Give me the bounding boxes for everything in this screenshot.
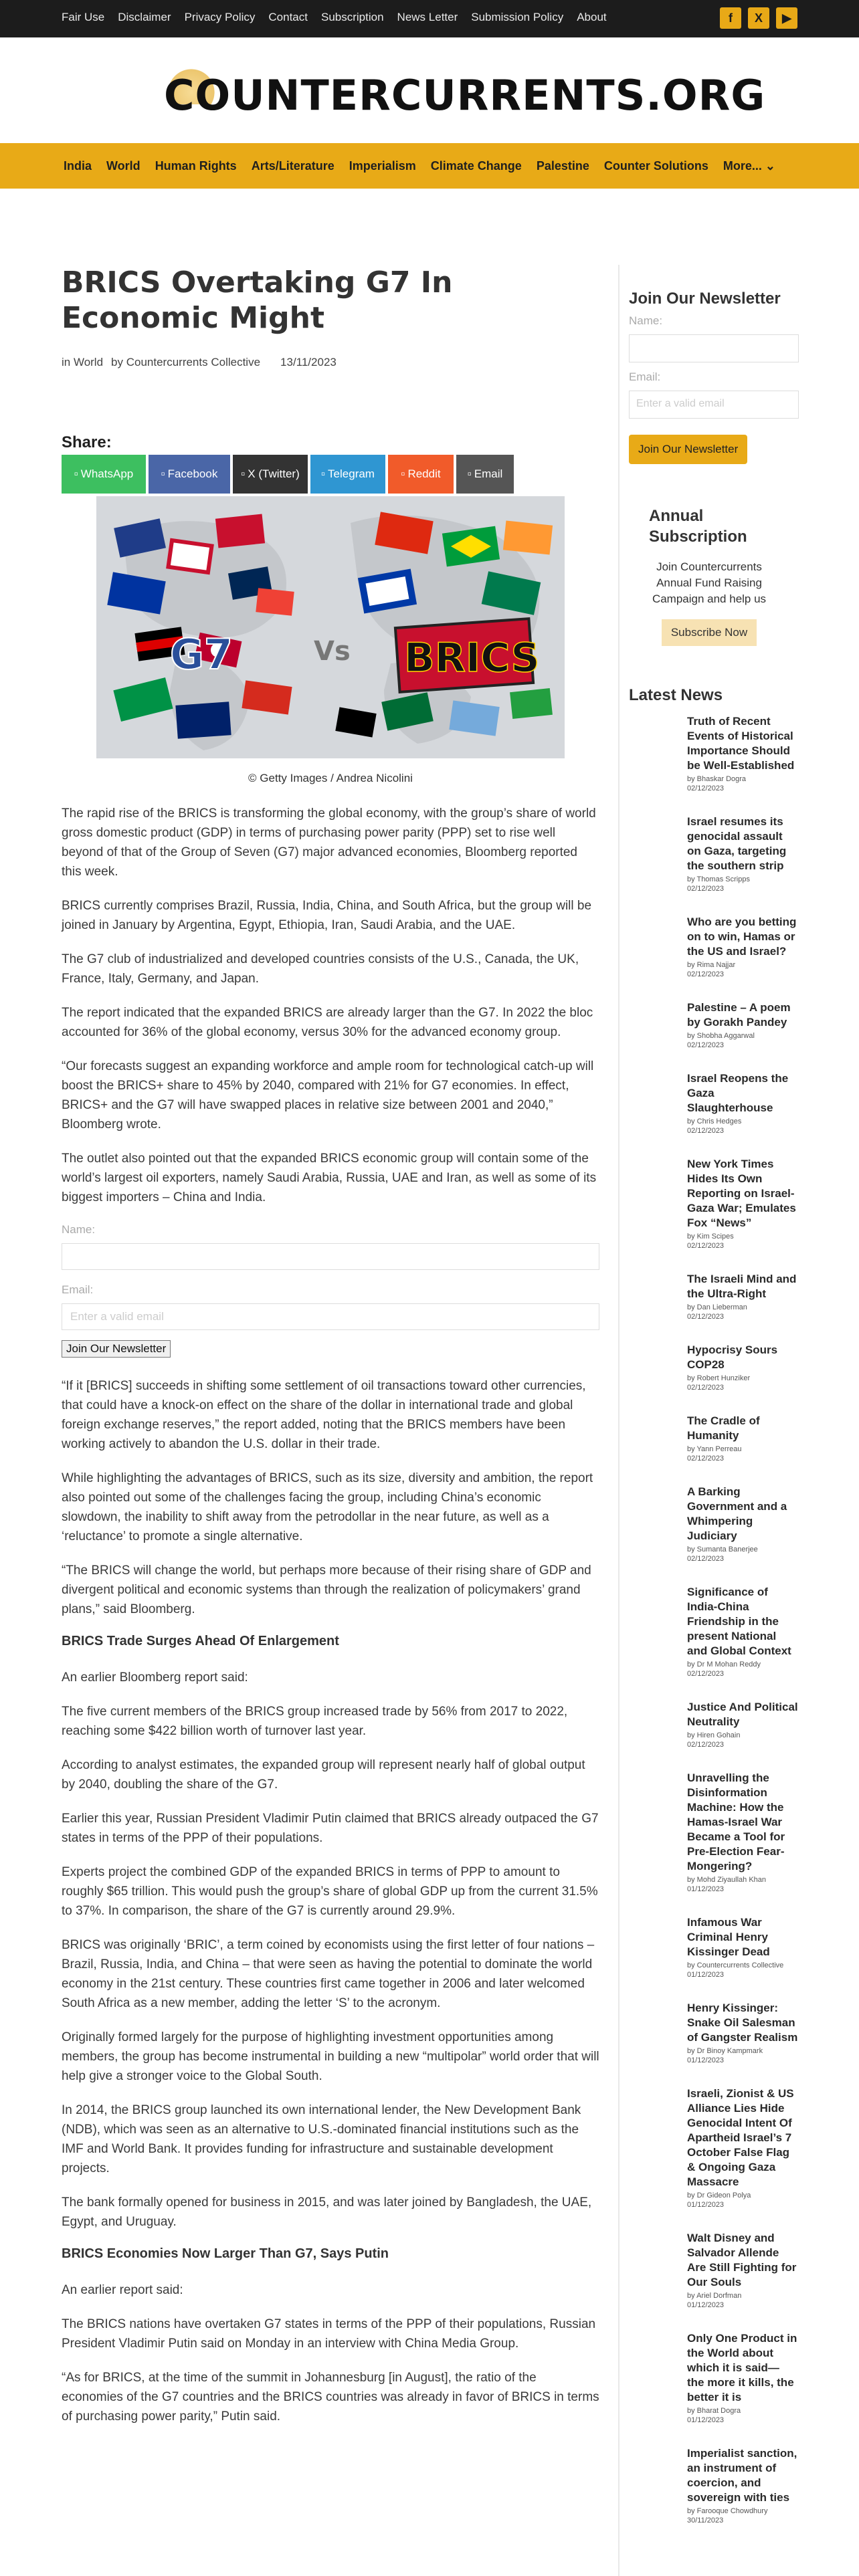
news-title[interactable]: Palestine – A poem by Gorakh Pandey [687,1001,791,1029]
article-paragraph: An earlier Bloomberg report said: [62,1671,248,1685]
article-title: BRICS Overtaking G7 In Economic Might [62,265,453,335]
sidebar-name-field[interactable] [629,334,799,362]
latest-news-item[interactable] [687,1343,799,1392]
news-date: 02/12/2023 [687,1242,725,1250]
share-x-twitter-button[interactable] [233,455,308,494]
latest-news-item[interactable] [687,2231,799,2310]
inline-email-label: Email: [62,1283,94,1296]
nav-item-4[interactable]: Imperialism [349,159,416,173]
top-link-subscription[interactable]: Subscription [320,11,384,23]
news-date: 02/12/2023 [687,1313,725,1321]
article-paragraph: An earlier report said: [62,2283,183,2297]
article [62,265,599,2426]
news-title[interactable]: Justice And Political Neutrality [687,1701,798,1728]
news-author: by Hiren Gohain [687,1731,741,1739]
news-author: by Robert Hunziker [687,1374,751,1382]
subscribe-now-button[interactable]: Subscribe Now [662,619,757,646]
news-author: by Kim Scipes [687,1232,734,1241]
top-links [62,11,607,24]
share-email-button[interactable] [456,455,514,494]
sidebar-join-newsletter-button[interactable]: Join Our Newsletter [629,435,747,464]
top-link-news-letter[interactable]: News Letter [397,11,458,23]
news-author: by Bharat Dogra [687,2407,741,2415]
latest-news-item[interactable] [687,815,799,893]
article-paragraph: Earlier this year, Russian President Vladimir Putin claimed that BRICS already outpaced the G7 states in terms of the PPP of their populations. [62,1812,599,1845]
news-date: 01/12/2023 [687,2201,725,2209]
news-date: 02/12/2023 [687,1741,725,1749]
facebook-icon: ▫ [161,467,165,480]
news-date: 02/12/2023 [687,784,725,792]
article-date: 13/11/2023 [280,356,337,368]
latest-news-item[interactable] [687,1000,799,1050]
news-date: 01/12/2023 [687,2056,725,2064]
article-body-part-3 [62,1668,599,2232]
news-title[interactable]: Significance of India-China Friendship in the present National and Global Context [687,1586,791,1657]
share-buttons [62,455,599,494]
sidebar-divider [618,265,619,2576]
nav-item-5[interactable]: Climate Change [430,159,522,173]
article-paragraph: “Our forecasts suggest an expanding workforce and ample room for technological catch-up will boost the BRICS+ share to 45% by 2040, compared with 21% for G7 economies. In effect, BRICS+ and the G7 will have swapped places in relative size between 2001 and 2040,” Bloomberg wrote. [62,1059,594,1132]
news-title[interactable]: A Barking Government and a Whimpering Judiciary [687,1485,787,1542]
youtube-icon[interactable]: ▶ [776,7,797,29]
news-date: 01/12/2023 [687,2416,725,2424]
news-title[interactable]: Walt Disney and Salvador Allende Are Still Fighting for Our Souls [687,2232,797,2288]
news-title[interactable]: Israel Reopens the Gaza Slaughterhouse [687,1072,789,1114]
hero-image [96,496,565,758]
news-date: 02/12/2023 [687,1555,725,1563]
sidebar-name-label: Name: [629,314,663,327]
news-date: 02/12/2023 [687,1041,725,1049]
latest-news-item[interactable] [687,1272,799,1321]
latest-news-item[interactable] [687,1157,799,1251]
news-date: 02/12/2023 [687,970,725,978]
latest-news-item[interactable] [687,915,799,979]
news-title[interactable]: Who are you betting on to win, Hamas or the US and Israel? [687,916,797,958]
whatsapp-icon: ▫ [74,467,78,480]
inline-newsletter-form [62,1223,599,1358]
article-paragraph: The five current members of the BRICS group increased trade by 56% from 2017 to 2022, reaching some $422 billion worth of turnover last year. [62,1705,568,1738]
main-nav-links [64,158,775,173]
article-paragraph: BRICS was originally ‘BRIC’, a term coined by economists using the first letter of four nations – Brazil, Russia, India, and China – that were seen as having the potential to dominate the world economy in the 21st century. These countries first came together in 2006 and later welcomed South Africa as a new member, adding the letter ‘S’ to the acronym. [62,1938,595,2010]
share-button-label: Email [474,467,503,480]
logo-text: COUNTERCURRENTS.ORG [164,71,766,120]
top-link-disclaimer[interactable]: Disclaimer [118,11,171,23]
share-button-label: Telegram [328,467,375,480]
news-date: 01/12/2023 [687,1971,725,1979]
latest-news-item[interactable] [687,2086,799,2210]
reddit-icon: ▫ [401,467,405,480]
masthead [0,37,859,143]
news-author: by Yann Perreau [687,1445,742,1453]
news-title[interactable]: Henry Kissinger: Snake Oil Salesman of Gangster Realism [687,2002,798,2044]
news-title[interactable]: Imperialist sanction, an instrument of coercion, and sovereign with ties [687,2447,797,2504]
news-author: by Dan Lieberman [687,1303,747,1311]
inline-name-label: Name: [62,1223,96,1236]
news-title[interactable]: Truth of Recent Events of Historical Importance Should be Well-Established [687,715,795,772]
news-author: by Thomas Scripps [687,875,750,883]
image-caption: © Getty Images / Andrea Nicolini [248,772,413,784]
subheading-trade: BRICS Trade Surges Ahead Of Enlargement [62,1634,339,1648]
share-label: Share: [62,433,112,451]
latest-news-item[interactable] [687,2446,799,2525]
article-paragraph: The outlet also pointed out that the expanded BRICS economic group will contain some of the world’s largest oil exporters, namely Saudi Arabia, Russia, UAE and Iran, as well as some of its biggest importers – China and India. [62,1152,597,1204]
email-icon: ▫ [467,467,472,480]
news-author: by Ariel Dorfman [687,2292,742,2300]
article-paragraph: “As for BRICS, at the time of the summit in Johannesburg [in August], the ratio of the economies of the G7 countries and the BRICS countries was already in favor of BRICS in terms of purchasing power parity,” Putin said. [62,2371,599,2424]
hero-g7-label: G7 [170,630,233,679]
article-body-part-1 [62,804,599,1207]
annual-subscription-title: Annual Subscription [649,507,747,546]
news-title[interactable]: Only One Product in the World about which it is said— the more it kills, the better it is [687,2332,797,2403]
news-title[interactable]: The Israeli Mind and the Ultra-Right [687,1273,797,1300]
article-paragraph: Originally formed largely for the purpose of highlighting investment opportunities among members, the group has become instrumental in building a new “multipolar” world order that will help give a stronger voice to the Global South. [62,2030,599,2083]
article-paragraph: The report indicated that the expanded BRICS are already larger than the G7. In 2022 the bloc accounted for 36% of the global economy, versus 30% for the advanced economy group. [62,1006,593,1039]
news-author: by Chris Hedges [687,1117,742,1125]
sidebar-email-field[interactable]: Enter a valid email [629,391,799,419]
share-button-label: Reddit [407,467,441,480]
share-facebook-button[interactable] [149,455,230,494]
article-paragraph: While highlighting the advantages of BRICS, such as its size, diversity and ambition, the report also pointed out some of the challenges facing the group, including China’s economic slowdown, the inability to shift away from the petrodollar in the near future, as well as a ‘reluctance’ to promote a single alternative. [62,1471,593,1543]
news-author: by Sumanta Banerjee [687,1545,758,1553]
news-date: 02/12/2023 [687,1384,725,1392]
news-title[interactable]: Hypocrisy Sours COP28 [687,1344,778,1371]
news-title[interactable]: Israeli, Zionist & US Alliance Lies Hide Genocidal Intent Of Apartheid Israel’s 7 October False Flag & Ongoing Gaza Massacre [687,2087,794,2188]
latest-news-item[interactable] [687,1700,799,1749]
g7-vs-brics-illustration [96,496,565,758]
article-paragraph: The rapid rise of the BRICS is transforming the global economy, with the group’s share of world gross domestic product (GDP) in terms of purchasing power parity (PPP) set to rise well beyond of that of the Group of Seven (G7) major advanced economies, Bloomberg reported this week. [62,807,596,879]
article-paragraph: The BRICS nations have overtaken G7 states in terms of the PPP of their populations, Russian President Vladimir Putin said on Monday in an interview with China Media Group. [62,2317,596,2351]
nav-item-2[interactable]: Human Rights [155,159,237,173]
news-date: 01/12/2023 [687,2301,725,2309]
top-bar [0,0,859,37]
nav-item-7[interactable]: Counter Solutions [603,159,708,173]
x-twitter-icon: ▫ [241,467,246,480]
news-date: 02/12/2023 [687,1455,725,1463]
x-twitter-icon[interactable]: X [748,7,769,29]
article-paragraph: The G7 club of industrialized and developed countries consists of the U.S., Canada, the UK, France, Italy, Germany, and Japan. [62,952,579,986]
sidebar-email-label: Email: [629,370,661,383]
latest-news-item[interactable] [687,1414,799,1463]
news-author: by Dr Gideon Polya [687,2191,751,2199]
share-telegram-button[interactable] [310,455,385,494]
news-author: by Countercurrents Collective [687,1961,784,1969]
news-author: by Shobha Aggarwal [687,1032,755,1040]
news-title[interactable]: New York Times Hides Its Own Reporting on Israel-Gaza War; Emulates Fox “News” [687,1158,796,1229]
news-author: by Dr Binoy Kampmark [687,2047,763,2055]
news-author: by Dr M Mohan Reddy [687,1660,761,1669]
share-button-label: X (Twitter) [248,467,300,480]
article-category[interactable]: in World [62,356,104,368]
news-title[interactable]: Unravelling the Disinformation Machine: How the Hamas-Israel War Became a Tool for Pre-Election Fear-Mongering? [687,1772,785,1872]
article-paragraph: “If it [BRICS] succeeds in shifting some settlement of oil transactions toward other currencies, that could have a knock-on effect on the share of the dollar in international trade and global foreign exchange reserves,” the report added, noting that the BRICS members have been working actively to abandon the U.S. dollar in their trade. [62,1379,586,1451]
subheading-putin: BRICS Economies Now Larger Than G7, Says Putin [62,2246,389,2261]
main-nav [0,143,859,189]
share-button-label: WhatsApp [80,467,134,480]
site-logo[interactable] [161,63,766,120]
share-reddit-button[interactable] [388,455,454,494]
hero-vs-label: Vs [314,636,351,667]
news-author: by Bhaskar Dogra [687,775,747,783]
latest-news-item[interactable] [687,1915,799,1979]
article-paragraph: In 2014, the BRICS group launched its own international lender, the New Development Bank (NDB), which was seen as an alternative to U.S.-dominated financial institutions such as the IMF and World Bank. It provides funding for infrastructure and sustainable development projects. [62,2103,581,2175]
news-author: by Rima Najjar [687,961,736,969]
latest-news-item[interactable] [687,1485,799,1564]
news-title[interactable]: Israel resumes its genocidal assault on Gaza, targeting the southern strip [687,815,787,872]
latest-news-item[interactable] [687,714,799,793]
facebook-icon[interactable]: f [720,7,741,29]
article-paragraph: According to analyst estimates, the expanded group will represent nearly half of global output by 2040, doubling the share of the G7. [62,1758,585,1792]
latest-news-item[interactable] [687,1585,799,1679]
inline-email-field[interactable]: Enter a valid email [62,1303,599,1330]
inline-join-newsletter-button[interactable]: Join Our Newsletter [62,1340,171,1358]
hero-brics-label: BRICS [404,635,540,681]
article-body-part-4 [62,2280,599,2426]
article-body-part-2 [62,1376,599,1619]
nav-item-6[interactable]: Palestine [536,159,589,173]
share-button-label: Facebook [167,467,218,480]
news-date: 30/11/2023 [687,2516,724,2525]
latest-news-list [629,714,799,2525]
nav-item-3[interactable]: Arts/Literature [251,159,335,173]
news-date: 01/12/2023 [687,1885,725,1893]
nav-item-0[interactable]: India [64,159,92,173]
latest-news-item[interactable] [687,2001,799,2065]
article-paragraph: The bank formally opened for business in 2015, and was later joined by Bangladesh, the UAE, Egypt, and Uruguay. [62,2195,592,2229]
nav-item-8[interactable]: More... ⌄ [723,159,775,173]
newsletter-title: Join Our Newsletter [629,290,781,308]
sidebar [629,289,799,2547]
news-date: 02/12/2023 [687,1670,725,1678]
news-date: 02/12/2023 [687,885,725,893]
news-author: by Mohd Ziyaullah Khan [687,1876,767,1884]
annual-subscription-text: Join Countercurrents Annual Fund Raising Campaign and help us [652,560,767,605]
news-title[interactable]: Infamous War Criminal Henry Kissinger Dead [687,1916,770,1958]
top-link-fair-use[interactable]: Fair Use [62,11,105,23]
top-link-privacy-policy[interactable]: Privacy Policy [184,11,256,23]
annual-subscription-box [649,506,769,646]
article-paragraph: Experts project the combined GDP of the expanded BRICS in terms of PPP to amount to roughly $65 trillion. This would push the group’s share of global GDP up from the current 31.5% to 37%. In comparison, the share of the G7 is currently around 29.9%. [62,1865,598,1918]
latest-news-title: Latest News [629,686,723,704]
latest-news-item[interactable] [687,2331,799,2425]
article-paragraph: “The BRICS will change the world, but perhaps more because of their rising share of GDP and divergent political and economic systems than through the realization of policymakers’ grand plans,” said Bloomberg. [62,1564,591,1616]
telegram-icon: ▫ [321,467,326,480]
news-date: 02/12/2023 [687,1127,725,1135]
top-link-submission-policy[interactable]: Submission Policy [471,11,564,23]
share-whatsapp-button[interactable] [62,455,146,494]
social-links [720,7,797,29]
top-link-contact[interactable]: Contact [268,11,308,23]
top-link-about[interactable]: About [577,11,607,23]
latest-news-item[interactable] [687,1771,799,1894]
inline-name-field[interactable] [62,1243,599,1270]
article-author[interactable]: by Countercurrents Collective [111,356,261,368]
latest-news-item[interactable] [687,1071,799,1136]
nav-item-1[interactable]: World [106,159,140,173]
article-paragraph: BRICS currently comprises Brazil, Russia, India, China, and South Africa, but the group will be joined in January by Argentina, Egypt, Ethiopia, Iran, Saudi Arabia, and the UAE. [62,899,592,932]
article-meta [62,356,599,369]
news-author: by Farooque Chowdhury [687,2507,768,2515]
news-title[interactable]: The Cradle of Humanity [687,1414,760,1442]
